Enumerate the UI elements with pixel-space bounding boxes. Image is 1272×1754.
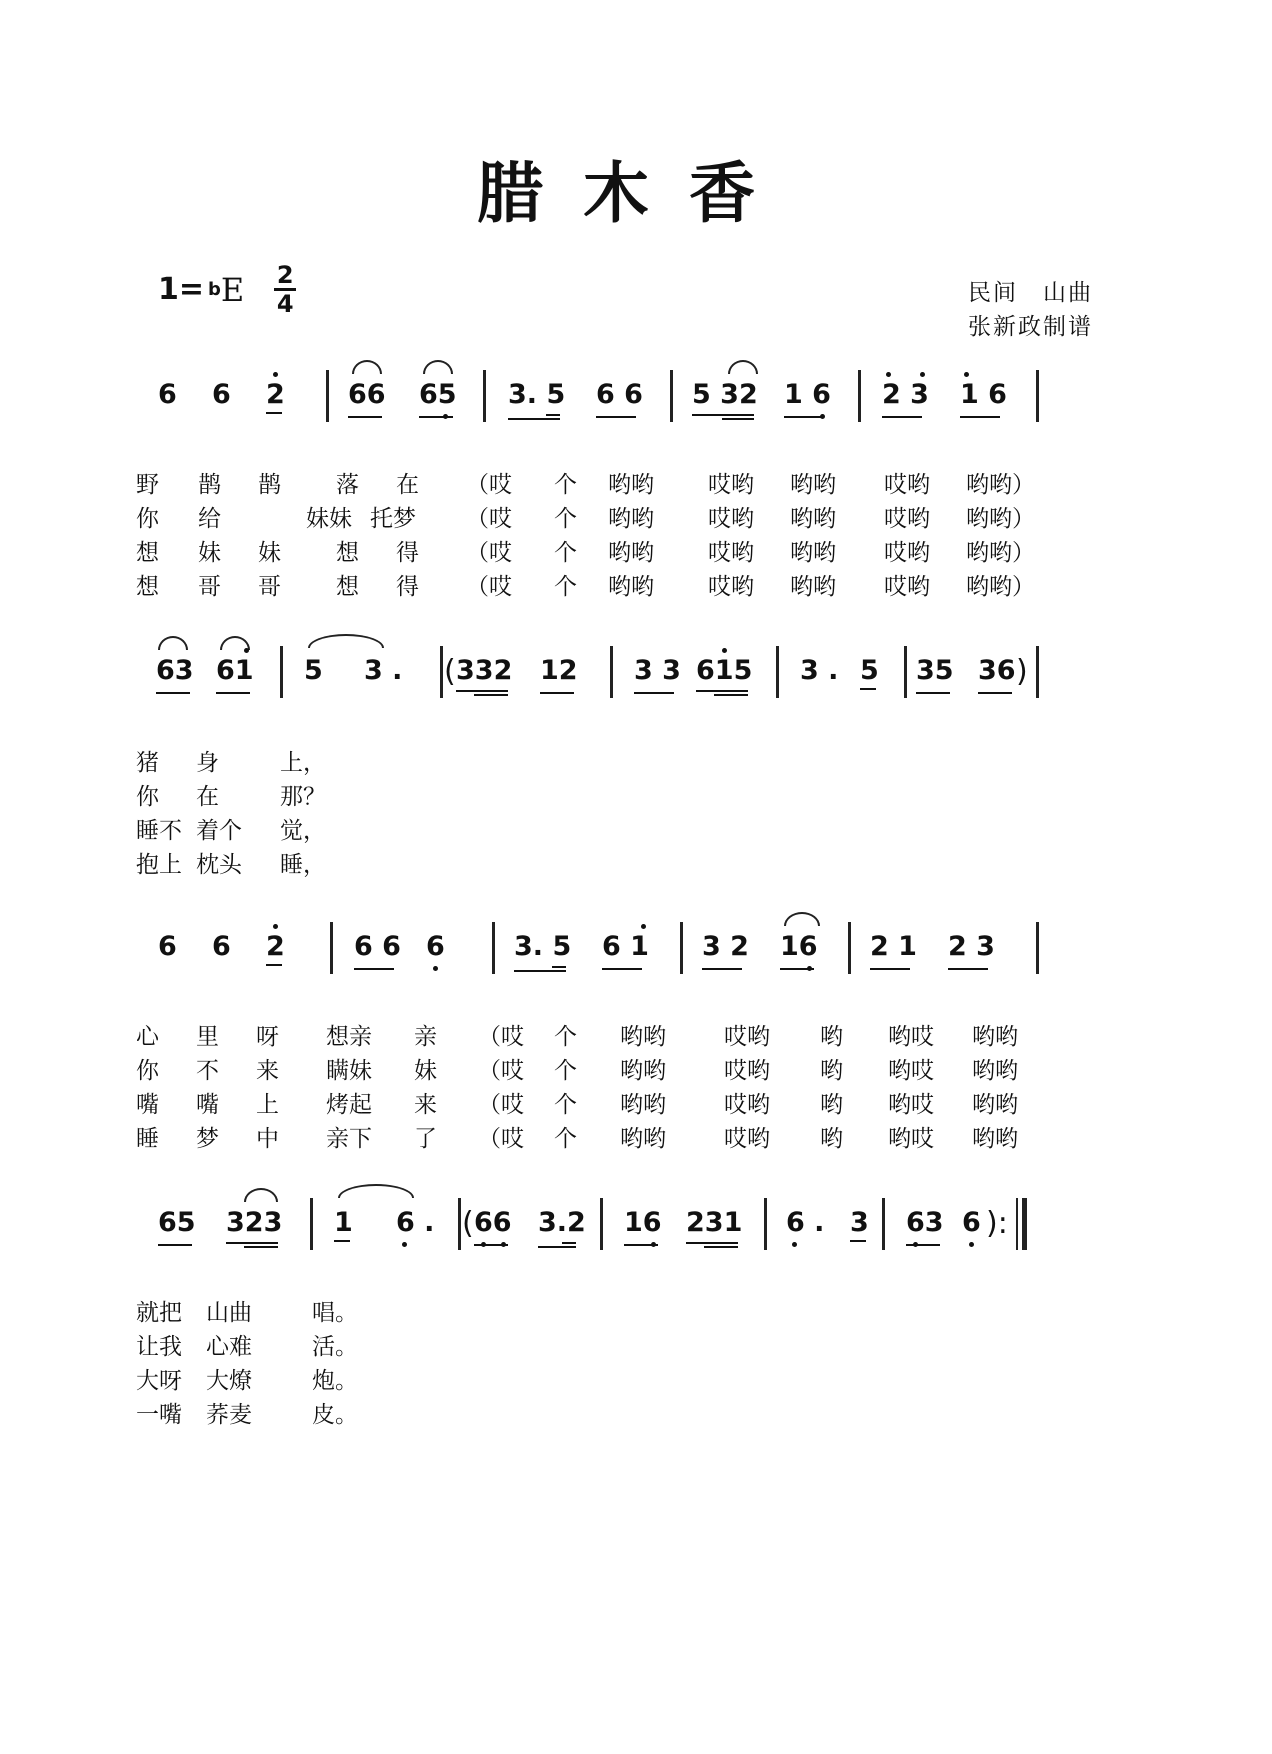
lyric-word: 活。 xyxy=(312,1334,358,1360)
lyric-word: 梦 xyxy=(196,1126,219,1152)
note: 6 xyxy=(158,931,177,962)
underline xyxy=(456,690,508,692)
note-group: 231 xyxy=(686,1207,743,1238)
lyric-word: 哟 xyxy=(820,1126,843,1152)
lyric-word: 哟哟 xyxy=(972,1126,1018,1152)
underline xyxy=(960,416,1000,418)
lyric-word: 猪 xyxy=(136,750,159,776)
lyric-word: （哎 xyxy=(478,1058,524,1084)
lyric-word: 大呀 xyxy=(136,1368,182,1394)
note-group: 3 . xyxy=(800,655,839,686)
lyric-word: （哎 xyxy=(478,1092,524,1118)
lyric-line xyxy=(136,1020,1120,1054)
underline xyxy=(474,694,508,696)
lyric-word: 哟哎 xyxy=(888,1024,934,1050)
lyric-line xyxy=(136,780,1120,814)
barline xyxy=(440,646,443,698)
lyric-word: 哥 xyxy=(258,574,281,600)
note: 5 xyxy=(304,655,323,686)
note-group: 6 . xyxy=(396,1208,434,1238)
barline xyxy=(776,646,779,698)
song-title: 腊木香 xyxy=(477,154,795,232)
note: 3 . xyxy=(364,655,403,686)
lyric-word: 哟哟 xyxy=(790,472,836,498)
underline xyxy=(474,1244,508,1246)
lyric-word: （哎 xyxy=(478,1024,524,1050)
underline xyxy=(508,418,560,420)
lyric-line xyxy=(136,1364,1120,1398)
underline xyxy=(602,968,642,970)
note-group: 66 xyxy=(474,1208,512,1238)
lyric-word: 哟哟 xyxy=(608,540,654,566)
underline xyxy=(686,1242,738,1244)
lyric-word: 上 xyxy=(256,1092,279,1118)
underline xyxy=(552,966,566,968)
note-group: 6 . xyxy=(786,1208,824,1238)
barline xyxy=(1036,370,1039,422)
note-group: 12 xyxy=(540,655,578,686)
system-4 xyxy=(136,1198,1120,1432)
lyric-word: 妹妹 xyxy=(306,506,352,532)
note: 6 xyxy=(962,1208,981,1238)
system-2 xyxy=(136,646,1120,882)
lyric-word: 哟哟 xyxy=(790,574,836,600)
lyric-word: 你 xyxy=(136,1058,159,1084)
note-group: 332 xyxy=(456,655,513,686)
lyric-word: 哟哟 xyxy=(620,1126,666,1152)
lyric-word: 哟哟 xyxy=(790,506,836,532)
barline xyxy=(610,646,613,698)
lyric-word: 哎哟 xyxy=(884,506,930,532)
lyric-word: （哎 xyxy=(466,506,512,532)
time-bottom: 4 xyxy=(276,290,294,318)
lyric-word: 个 xyxy=(554,1092,577,1118)
slur xyxy=(308,634,384,648)
lyric-word: 嘴 xyxy=(136,1092,159,1118)
lyric-word: 瞒妹 xyxy=(326,1058,372,1084)
lyric-word: 哎哟 xyxy=(884,574,930,600)
lyric-word: 亲 xyxy=(414,1024,437,1050)
note-group: 3 3 xyxy=(634,655,681,686)
barline xyxy=(310,1198,313,1250)
note-group: 2 3 xyxy=(882,380,929,410)
lyric-word: 得 xyxy=(396,574,419,600)
slur xyxy=(728,360,758,374)
underline xyxy=(978,692,1012,694)
lyric-word: 荞麦 xyxy=(206,1402,252,1428)
note-group: 65 xyxy=(158,1207,196,1238)
lyric-word: 哟哟 xyxy=(620,1058,666,1084)
lyric-word: 想 xyxy=(336,540,359,566)
lyric-word: 哎哟 xyxy=(724,1126,770,1152)
lyric-word: 睡， xyxy=(280,852,326,878)
lyric-word: 落 xyxy=(336,472,359,498)
lyric-word: 枕头 xyxy=(196,852,242,878)
note-group: 16 xyxy=(780,932,818,962)
lyric-word: 上， xyxy=(280,750,326,776)
lyric-word: 哟哟 xyxy=(608,472,654,498)
underline xyxy=(562,1242,576,1244)
barline xyxy=(326,370,329,422)
lyric-word: 想 xyxy=(136,540,159,566)
lyric-word: 个 xyxy=(554,472,577,498)
paren-close: ): xyxy=(986,1206,1008,1241)
lyric-word: 哎哟 xyxy=(724,1024,770,1050)
underline xyxy=(696,690,748,692)
barline xyxy=(1036,922,1039,974)
underline xyxy=(692,414,754,416)
underline xyxy=(596,416,636,418)
lyric-word: 烤起 xyxy=(326,1092,372,1118)
barline xyxy=(680,922,683,974)
lyric-word: （哎 xyxy=(466,472,512,498)
note: 2 xyxy=(266,932,285,962)
lyric-line xyxy=(136,1054,1120,1088)
system-3 xyxy=(136,922,1120,1156)
lyric-word: 哟 xyxy=(820,1058,843,1084)
lyric-word: 大燎 xyxy=(206,1368,252,1394)
flat-sign: b xyxy=(208,279,221,300)
lyric-word: 哟哟 xyxy=(972,1024,1018,1050)
barline xyxy=(330,922,333,974)
lyric-word: 想 xyxy=(336,574,359,600)
barline xyxy=(858,370,861,422)
note-group: 323 xyxy=(226,1207,283,1238)
lyric-word: 哟哟 xyxy=(608,506,654,532)
note-group: 65 xyxy=(419,380,457,410)
lyric-word: 着个 xyxy=(196,818,242,844)
lyric-word: 哎哟 xyxy=(724,1092,770,1118)
note: 2 xyxy=(266,380,285,410)
barline xyxy=(492,922,495,974)
key-tone: E xyxy=(220,270,245,309)
lyric-word: 个 xyxy=(554,1126,577,1152)
note: 6 xyxy=(158,379,177,410)
time-signature xyxy=(274,262,296,317)
lyric-line xyxy=(136,468,1120,502)
lyric-word: （哎 xyxy=(478,1126,524,1152)
underline xyxy=(348,416,382,418)
note-group: 3. 5 xyxy=(514,931,572,962)
credit-notation: 张新政制谱 xyxy=(968,314,1093,340)
lyric-word: 哟哟 xyxy=(608,574,654,600)
underline xyxy=(216,692,250,694)
lyric-line xyxy=(136,1398,1120,1432)
lyrics-block-4 xyxy=(136,1296,1120,1432)
lyric-word: 来 xyxy=(414,1092,437,1118)
barline xyxy=(458,1198,461,1250)
underline xyxy=(540,692,574,694)
lyric-word: 哎哟 xyxy=(884,540,930,566)
staff-1 xyxy=(140,370,1120,440)
lyric-word: 在 xyxy=(396,472,419,498)
note-group: 6 1 xyxy=(602,932,649,962)
note: 5 xyxy=(860,656,879,686)
lyric-word: 哟哟 xyxy=(972,1092,1018,1118)
lyric-word: 个 xyxy=(554,540,577,566)
lyric-word: 妹 xyxy=(258,540,281,566)
underline xyxy=(226,1242,278,1244)
lyric-word: 唱。 xyxy=(312,1300,358,1326)
underline xyxy=(870,968,910,970)
lyric-line xyxy=(136,1122,1120,1156)
lyric-word: 中 xyxy=(256,1126,279,1152)
staff-3 xyxy=(140,922,1120,992)
underline xyxy=(916,692,950,694)
paren-close: ) xyxy=(1016,654,1028,689)
lyric-word: 鹊 xyxy=(198,472,221,498)
note-group: 3.2 xyxy=(538,1207,586,1238)
lyric-line xyxy=(136,1088,1120,1122)
lyric-word: 给 xyxy=(198,506,221,532)
lyrics-block-2 xyxy=(136,746,1120,882)
lyric-word: 山曲 xyxy=(206,1300,252,1326)
lyric-word: 你 xyxy=(136,784,159,810)
lyrics-block-1 xyxy=(136,468,1120,604)
slur xyxy=(338,1184,414,1198)
note: 6 xyxy=(426,932,445,962)
note-group: 615 xyxy=(696,656,752,686)
lyric-word: 想亲 xyxy=(326,1024,372,1050)
lyric-word: 炮。 xyxy=(312,1368,358,1394)
note-group: 5 32 xyxy=(692,379,758,410)
lyric-word: 鹊 xyxy=(258,472,281,498)
lyric-word: 睡不 xyxy=(136,818,182,844)
lyric-word: （哎 xyxy=(466,574,512,600)
underline xyxy=(906,1244,940,1246)
lyrics-block-3 xyxy=(136,1020,1120,1156)
barline xyxy=(280,646,283,698)
note-group: 66 xyxy=(348,379,386,410)
lyric-word: 个 xyxy=(554,1024,577,1050)
lyric-word: 哎哟 xyxy=(724,1058,770,1084)
staff-4 xyxy=(140,1198,1120,1268)
lyric-word: 托梦 xyxy=(370,506,416,532)
barline xyxy=(670,370,673,422)
key-prefix: 1= xyxy=(158,272,205,307)
lyric-line xyxy=(136,536,1120,570)
lyric-word: 不 xyxy=(196,1058,219,1084)
paren-open: ( xyxy=(444,654,456,689)
lyric-line xyxy=(136,746,1120,780)
underline xyxy=(948,968,988,970)
lyric-word: 就把 xyxy=(136,1300,182,1326)
note-group: 36 xyxy=(978,655,1016,686)
barline xyxy=(1036,646,1039,698)
lyric-word: 哟 xyxy=(820,1024,843,1050)
lyric-word: 亲下 xyxy=(326,1126,372,1152)
lyric-word: 哥 xyxy=(198,574,221,600)
slur xyxy=(423,360,453,374)
underline xyxy=(546,414,560,416)
lyric-word: 哎哟 xyxy=(708,472,754,498)
lyric-word: 哟哟 xyxy=(972,1058,1018,1084)
note: 6 xyxy=(212,931,231,962)
lyric-word: （哎 xyxy=(466,540,512,566)
lyric-word: 让我 xyxy=(136,1334,182,1360)
note-group: 63 xyxy=(156,655,194,686)
underline xyxy=(882,416,922,418)
lyric-word: 哎哟 xyxy=(708,506,754,532)
lyric-word: 个 xyxy=(554,1058,577,1084)
lyric-word: 呀 xyxy=(256,1024,279,1050)
underline xyxy=(354,968,394,970)
lyric-word: 了 xyxy=(414,1126,437,1152)
lyric-word: 个 xyxy=(554,506,577,532)
lyric-word: 个 xyxy=(554,574,577,600)
lyric-word: 抱上 xyxy=(136,852,182,878)
lyric-line xyxy=(136,1330,1120,1364)
underline xyxy=(244,1246,278,1248)
note-group: 2 3 xyxy=(948,931,995,962)
lyric-line xyxy=(136,814,1120,848)
lyric-word: 哎哟 xyxy=(708,540,754,566)
lyric-word: 哎哟 xyxy=(708,574,754,600)
note-group: 3 2 xyxy=(702,931,749,962)
barline xyxy=(904,646,907,698)
lyric-word: 来 xyxy=(256,1058,279,1084)
underline xyxy=(634,692,674,694)
lyric-word: 得 xyxy=(396,540,419,566)
paren-open: ( xyxy=(462,1206,474,1241)
lyric-word: 嘴 xyxy=(196,1092,219,1118)
underline xyxy=(514,970,566,972)
underline xyxy=(704,1246,738,1248)
barline xyxy=(848,922,851,974)
underline xyxy=(419,416,453,418)
underline xyxy=(714,694,748,696)
lyric-word: 在 xyxy=(196,784,219,810)
lyric-word: 哎哟 xyxy=(884,472,930,498)
underline xyxy=(784,416,824,418)
lyric-line xyxy=(136,502,1120,536)
underline xyxy=(780,968,814,970)
staff-2 xyxy=(140,646,1120,716)
credits xyxy=(968,276,1093,344)
note-group: 16 xyxy=(624,1208,662,1238)
note-group: 61 xyxy=(216,656,254,686)
barline xyxy=(764,1198,767,1250)
lyric-word: 妹 xyxy=(198,540,221,566)
lyric-word: 你 xyxy=(136,506,159,532)
lyric-line xyxy=(136,848,1120,882)
slur xyxy=(244,1188,278,1202)
lyric-word: 哟哟） xyxy=(966,540,1035,566)
lyric-word: 里 xyxy=(196,1024,219,1050)
lyric-word: 哟哎 xyxy=(888,1058,934,1084)
underline xyxy=(722,418,754,420)
note: 1 xyxy=(334,1208,353,1238)
barline xyxy=(882,1198,885,1250)
note: 3 xyxy=(850,1208,869,1238)
underline xyxy=(156,692,190,694)
system-1 xyxy=(136,370,1120,604)
underline xyxy=(624,1244,658,1246)
lyric-word: 妹 xyxy=(414,1058,437,1084)
time-top: 2 xyxy=(276,261,294,289)
lyric-word: 那？ xyxy=(280,784,326,810)
note-group: 6 6 xyxy=(354,931,401,962)
lyric-word: 哟哎 xyxy=(888,1092,934,1118)
lyric-word: 身 xyxy=(196,750,219,776)
underline xyxy=(702,968,742,970)
slur xyxy=(784,912,820,926)
barline xyxy=(483,370,486,422)
lyric-word: 哟哟） xyxy=(966,506,1035,532)
barline xyxy=(600,1198,603,1250)
key-signature xyxy=(158,262,296,317)
lyric-word: 哟哟 xyxy=(620,1024,666,1050)
lyric-word: 心 xyxy=(136,1024,159,1050)
lyric-word: 哟哟 xyxy=(790,540,836,566)
slur xyxy=(352,360,382,374)
lyric-word: 哟哟） xyxy=(966,472,1035,498)
underline xyxy=(158,1244,192,1246)
note-group: 2 1 xyxy=(870,931,917,962)
note-group: 1 6 xyxy=(960,380,1007,410)
note-group: 63 xyxy=(906,1208,944,1238)
lyric-line xyxy=(136,570,1120,604)
lyric-word: 哟 xyxy=(820,1092,843,1118)
lyric-word: 哟哎 xyxy=(888,1126,934,1152)
note-group: 6 6 xyxy=(596,379,643,410)
note-group: 1 6 xyxy=(784,380,831,410)
credit-origin: 民间 山曲 xyxy=(968,280,1093,306)
lyric-word: 一嘴 xyxy=(136,1402,182,1428)
lyric-word: 哟哟） xyxy=(966,574,1035,600)
lyric-word: 皮。 xyxy=(312,1402,358,1428)
lyric-word: 想 xyxy=(136,574,159,600)
lyric-word: 觉， xyxy=(280,818,326,844)
lyric-word: 野 xyxy=(136,472,159,498)
lyric-word: 睡 xyxy=(136,1126,159,1152)
lyric-word: 哟哟 xyxy=(620,1092,666,1118)
underline xyxy=(538,1246,576,1248)
note-group: 35 xyxy=(916,655,954,686)
slur xyxy=(158,636,188,650)
lyric-line xyxy=(136,1296,1120,1330)
note: 6 xyxy=(212,379,231,410)
note-group: 3. 5 xyxy=(508,379,566,410)
lyric-word: 心难 xyxy=(206,1334,252,1360)
